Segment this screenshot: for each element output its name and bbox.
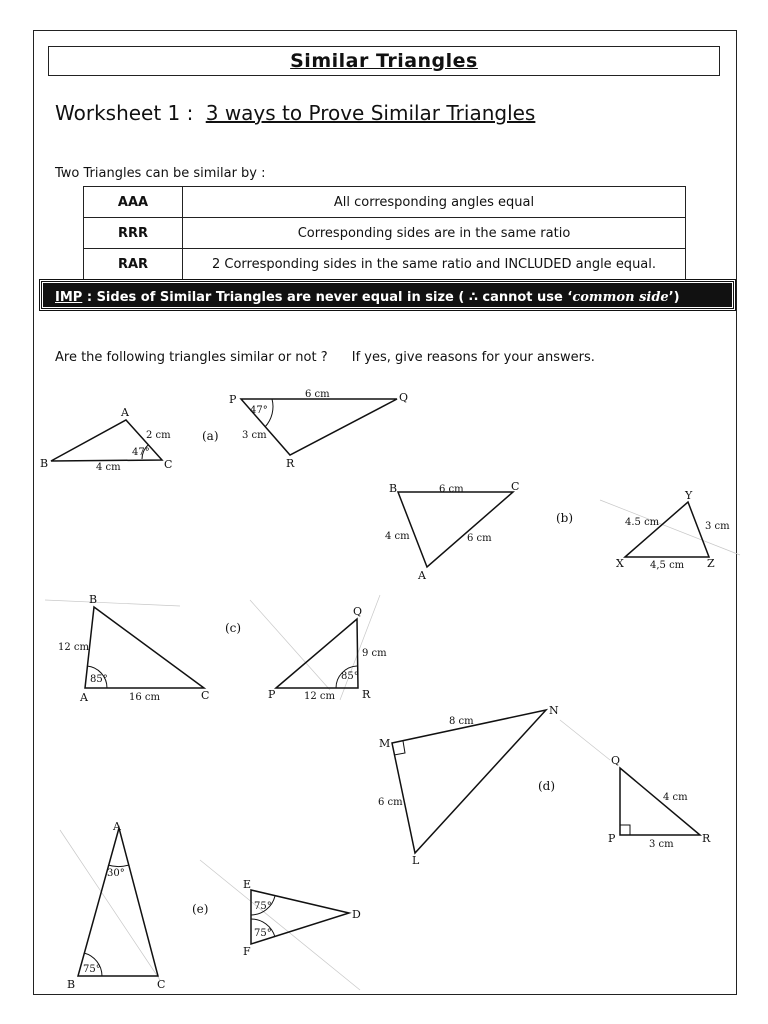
imp-italic: common side [572,290,669,305]
vertex-label: C [164,458,173,471]
table-row [84,249,686,280]
vertex-label: P [608,832,616,845]
vertex-label: R [702,832,711,845]
vertex-label: L [412,854,420,867]
side-label: 4 cm [385,531,410,542]
side-label: 4,5 cm [650,560,685,571]
vertex-label: A [121,406,129,419]
table-row [84,218,686,249]
triangle-xyz [625,502,709,557]
side-label: 4.5 cm [625,517,660,528]
side-label: 3 cm [649,839,674,850]
side-label: 6 cm [467,533,492,544]
vertex-label: B [89,593,98,606]
vertex-label: R [362,688,371,701]
vertex-label: B [40,457,49,470]
page-title: Similar Triangles [290,50,478,72]
figure-label: (d) [538,779,556,793]
vertex-label: A [80,691,88,704]
rule-description: All corresponding angles equal [183,187,686,218]
important-note [40,280,735,310]
vertex-label: Q [353,605,363,618]
figure-e [67,820,361,991]
side-label: 12 cm [58,642,89,653]
angle-label: 85° [90,674,108,685]
rule-description: 2 Corresponding sides in the same ratio and INCLUDED angle equal. [183,249,686,280]
rule-code: RRR [84,218,183,249]
side-label: 16 cm [129,692,160,703]
vertex-label: Q [611,754,621,767]
rule-code: RAR [84,249,183,280]
right-angle-mark [394,741,405,755]
figure-label: (b) [556,511,574,525]
worksheet-subtitle: 3 ways to Prove Similar Triangles [205,101,536,125]
side-label: 3 cm [242,430,267,441]
triangle-abc [398,492,513,567]
question-text [55,350,595,365]
vertex-label: R [286,457,295,470]
vertex-label: M [379,737,391,750]
triangle-qpr [620,768,700,835]
vertex-label: C [157,978,166,991]
rule-description: Corresponding sides are in the same ratio [183,218,686,249]
figures-area [0,380,768,994]
vertex-label: A [113,820,121,833]
side-label: 6 cm [439,484,464,495]
vertex-label: X [616,557,624,570]
figure-label: (e) [192,902,209,916]
side-label: 9 cm [362,648,387,659]
side-label: 6 cm [305,389,330,400]
question-part1: Are the following triangles similar or not ? [55,350,328,365]
figure-label: (a) [202,429,219,443]
figure-c [58,593,387,704]
side-label: 6 cm [378,797,403,808]
imp-end: ’) [668,290,680,305]
question-part2: If yes, give reasons for your answers. [351,350,595,365]
angle-arc [108,865,129,867]
intro-text: Two Triangles can be similar by : [55,166,266,181]
figure-a [40,389,408,473]
side-label: 4 cm [663,792,688,803]
figure-label: (c) [225,621,242,635]
vertex-label: P [268,688,276,701]
angle-label: 75° [254,928,272,939]
angle-label: 30° [107,868,125,879]
vertex-label: D [352,908,361,921]
vertex-label: N [549,704,559,717]
angle-label: 75° [254,901,272,912]
vertex-label: A [418,569,426,582]
vertex-label: C [511,480,520,493]
side-label: 12 cm [304,691,335,702]
title-box [48,46,720,76]
vertex-label: B [67,978,76,991]
vertex-label: B [389,482,398,495]
side-label: 8 cm [449,716,474,727]
figure-d [378,704,711,867]
rule-code: AAA [84,187,183,218]
angle-label: 75° [83,964,101,975]
worksheet-label: Worksheet 1 : [55,101,194,125]
triangle-mnl [392,710,546,853]
imp-text: : Sides of Similar Triangles are never equal in size ( ∴ cannot use ‘ [86,290,573,305]
triangle-abc [78,828,158,976]
side-label: 3 cm [705,521,730,532]
side-label: 4 cm [96,462,121,473]
rules-table [83,186,686,280]
worksheet-heading [55,101,535,125]
vertex-label: Q [399,391,409,404]
vertex-label: P [229,393,237,406]
vertex-label: Y [685,489,693,502]
vertex-label: C [201,689,210,702]
angle-label: 47° [132,447,150,458]
vertex-label: Z [707,557,715,570]
vertex-label: F [243,945,251,958]
table-row [84,187,686,218]
right-angle-mark [620,825,630,835]
imp-label: IMP [55,290,83,305]
vertex-label: E [243,878,252,891]
side-label: 2 cm [146,430,171,441]
angle-label: 47° [250,405,268,416]
angle-label: 85° [341,671,359,682]
